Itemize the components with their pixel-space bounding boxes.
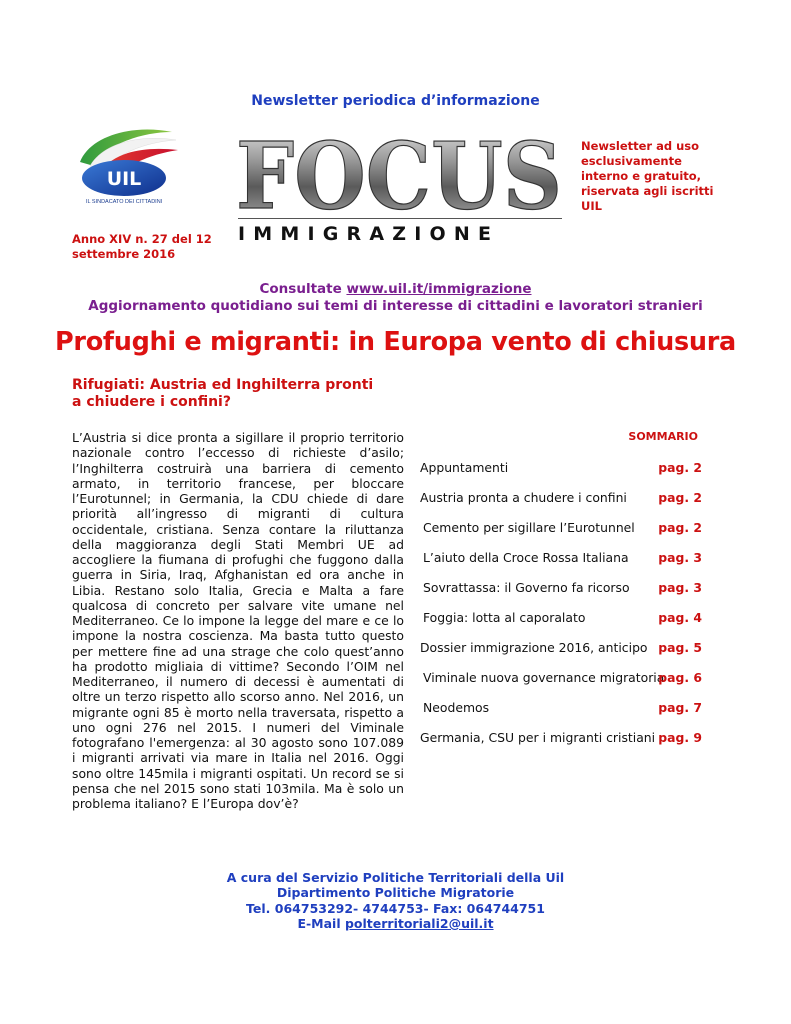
footer-phone: Tel. 064753292- 4744753- Fax: 064744751 [246,900,545,916]
masthead-subtitle: IMMIGRAZIONE [238,223,500,245]
email-link[interactable]: polterritoriali2@uil.it [344,915,494,931]
logo-caption: IL SINDACATO DEI CITTADINI [86,199,163,205]
toc-item-page: pag. 9 [658,730,702,745]
toc-item-label: Dossier immigrazione 2016, anticipo [420,640,648,655]
toc-item-page: pag. 6 [658,670,702,685]
toc-item-label: Cemento per sigillare l’Eurotunnel [423,520,635,535]
website-link[interactable]: www.uil.it/immigrazione [346,281,532,297]
toc-item-page: pag. 5 [658,640,702,655]
footer-line2: Dipartimento Politiche Migratorie [276,885,515,901]
footer-line1: A cura del Servizio Politiche Territoriali della Uil [226,870,565,885]
toc-item-neodemos[interactable] [420,700,702,720]
toc-item-appuntamenti[interactable] [420,460,702,480]
toc-item-label: Austria pronta a chudere i confini [420,490,627,505]
article-subtitle-line2: a chiudere i confini? [72,394,231,410]
masthead-rule [238,218,562,219]
toc-item-viminale[interactable] [420,670,702,690]
newsletter-label: Newsletter periodica d’informazione [251,93,540,109]
toc-item-label: L’aiuto della Croce Rossa Italiana [423,550,629,565]
distribution-notice: Newsletter ad uso esclusivamente interno e gratuito, riservata agli iscritti UIL [581,139,714,213]
toc-item-label: Germania, CSU per i migranti cristiani [420,730,656,745]
toc-item-page: pag. 7 [658,700,702,715]
article-subtitle-line1: Rifugiati: Austria ed Inghilterra pronti [72,377,374,393]
article-body: L’Austria si dice pronta a sigillare il proprio territorio nazionale contro l’eccesso di richieste d’asilo; l’Inghilterra costruirà una barriera di cemento armato, in territorio francese, per bloccare l’Eurotunnel; in Germania, la CDU chiede di dare priorità all’ingresso di migranti di cultura occidentale, cristiana. Senza contare la riluttanza della maggioranza degli Stati Membri UE ad accogliere la fiumana di profughi che fuggono dalla guerra in Siria, Iraq, Afghanistan ed ora anche in Libia. Restano solo Italia, Grecia e Malta a fare qualcosa di concreto per salvare vite umane nel Mediterraneo. Ce lo impone la legge del mare e ce lo impone la nostra coscienza. Ma basta tutto questo per mettere fine ad una strage che colo quest’anno ha prodotto migliaia di vittime? Secondo l’OIM nel Mediterraneo, il numero di decessi è aumentati di oltre un terzo rispetto allo scorso anno. Nel 2016, un migrante ogni 85 è morto nella traversata, rispetto a uno ogni 276 nel 2015. I numeri del Viminale fotografano l'emergenza: al 30 agosto sono 107.089 i migranti arrivati via mare in Italia nel 2016. Oggi sono oltre 145mila i migranti ospitati. Un record se si pensa che nel 2015 sono stati 103mila. Ma è solo un problema italiano? E l’Europa dov’è? [72,430,404,811]
toc-item-page: pag. 2 [658,490,702,505]
toc-item-dossier[interactable] [420,640,702,660]
toc-item-sovrattassa[interactable] [420,580,702,600]
toc-item-austria[interactable] [420,490,702,510]
masthead-title-text: FOCUS [236,128,562,216]
tagline: Aggiornamento quotidiano sui temi di interesse di cittadini e lavoratori stranieri [88,298,703,314]
toc-item-label: Foggia: lotta al caporalato [423,610,586,625]
footer-email-prefix: E-Mail [297,915,345,931]
article-subtitle [72,377,392,411]
logo-text: UIL [106,168,142,190]
toc-item-label: Appuntamenti [420,460,509,475]
toc-item-page: pag. 3 [658,580,702,595]
toc-item-page: pag. 4 [658,610,702,625]
toc-item-foggia[interactable] [420,610,702,630]
sommario-title: SOMMARIO [628,430,698,443]
consult-line [0,281,791,297]
toc-item-page: pag. 3 [658,550,702,565]
consult-prefix: Consultate [259,281,347,297]
toc-item-croce-rossa[interactable] [420,550,702,570]
article-title: Profughi e migranti: in Europa vento di chiusura [55,327,736,357]
masthead [234,128,564,244]
toc-item-page: pag. 2 [658,460,702,475]
toc-item-eurotunnel[interactable] [420,520,702,540]
footer-email-line [0,916,791,931]
footer [0,870,791,931]
issue-info: Anno XIV n. 27 del 12 settembre 2016 [72,232,212,261]
masthead-title [234,128,564,216]
toc-item-page: pag. 2 [658,520,702,535]
toc-item-label: Sovrattassa: il Governo fa ricorso [423,580,630,595]
toc-item-label: Viminale nuova governance migratoria [423,670,665,685]
toc-item-germania[interactable] [420,730,702,750]
toc-item-label: Neodemos [423,700,490,715]
